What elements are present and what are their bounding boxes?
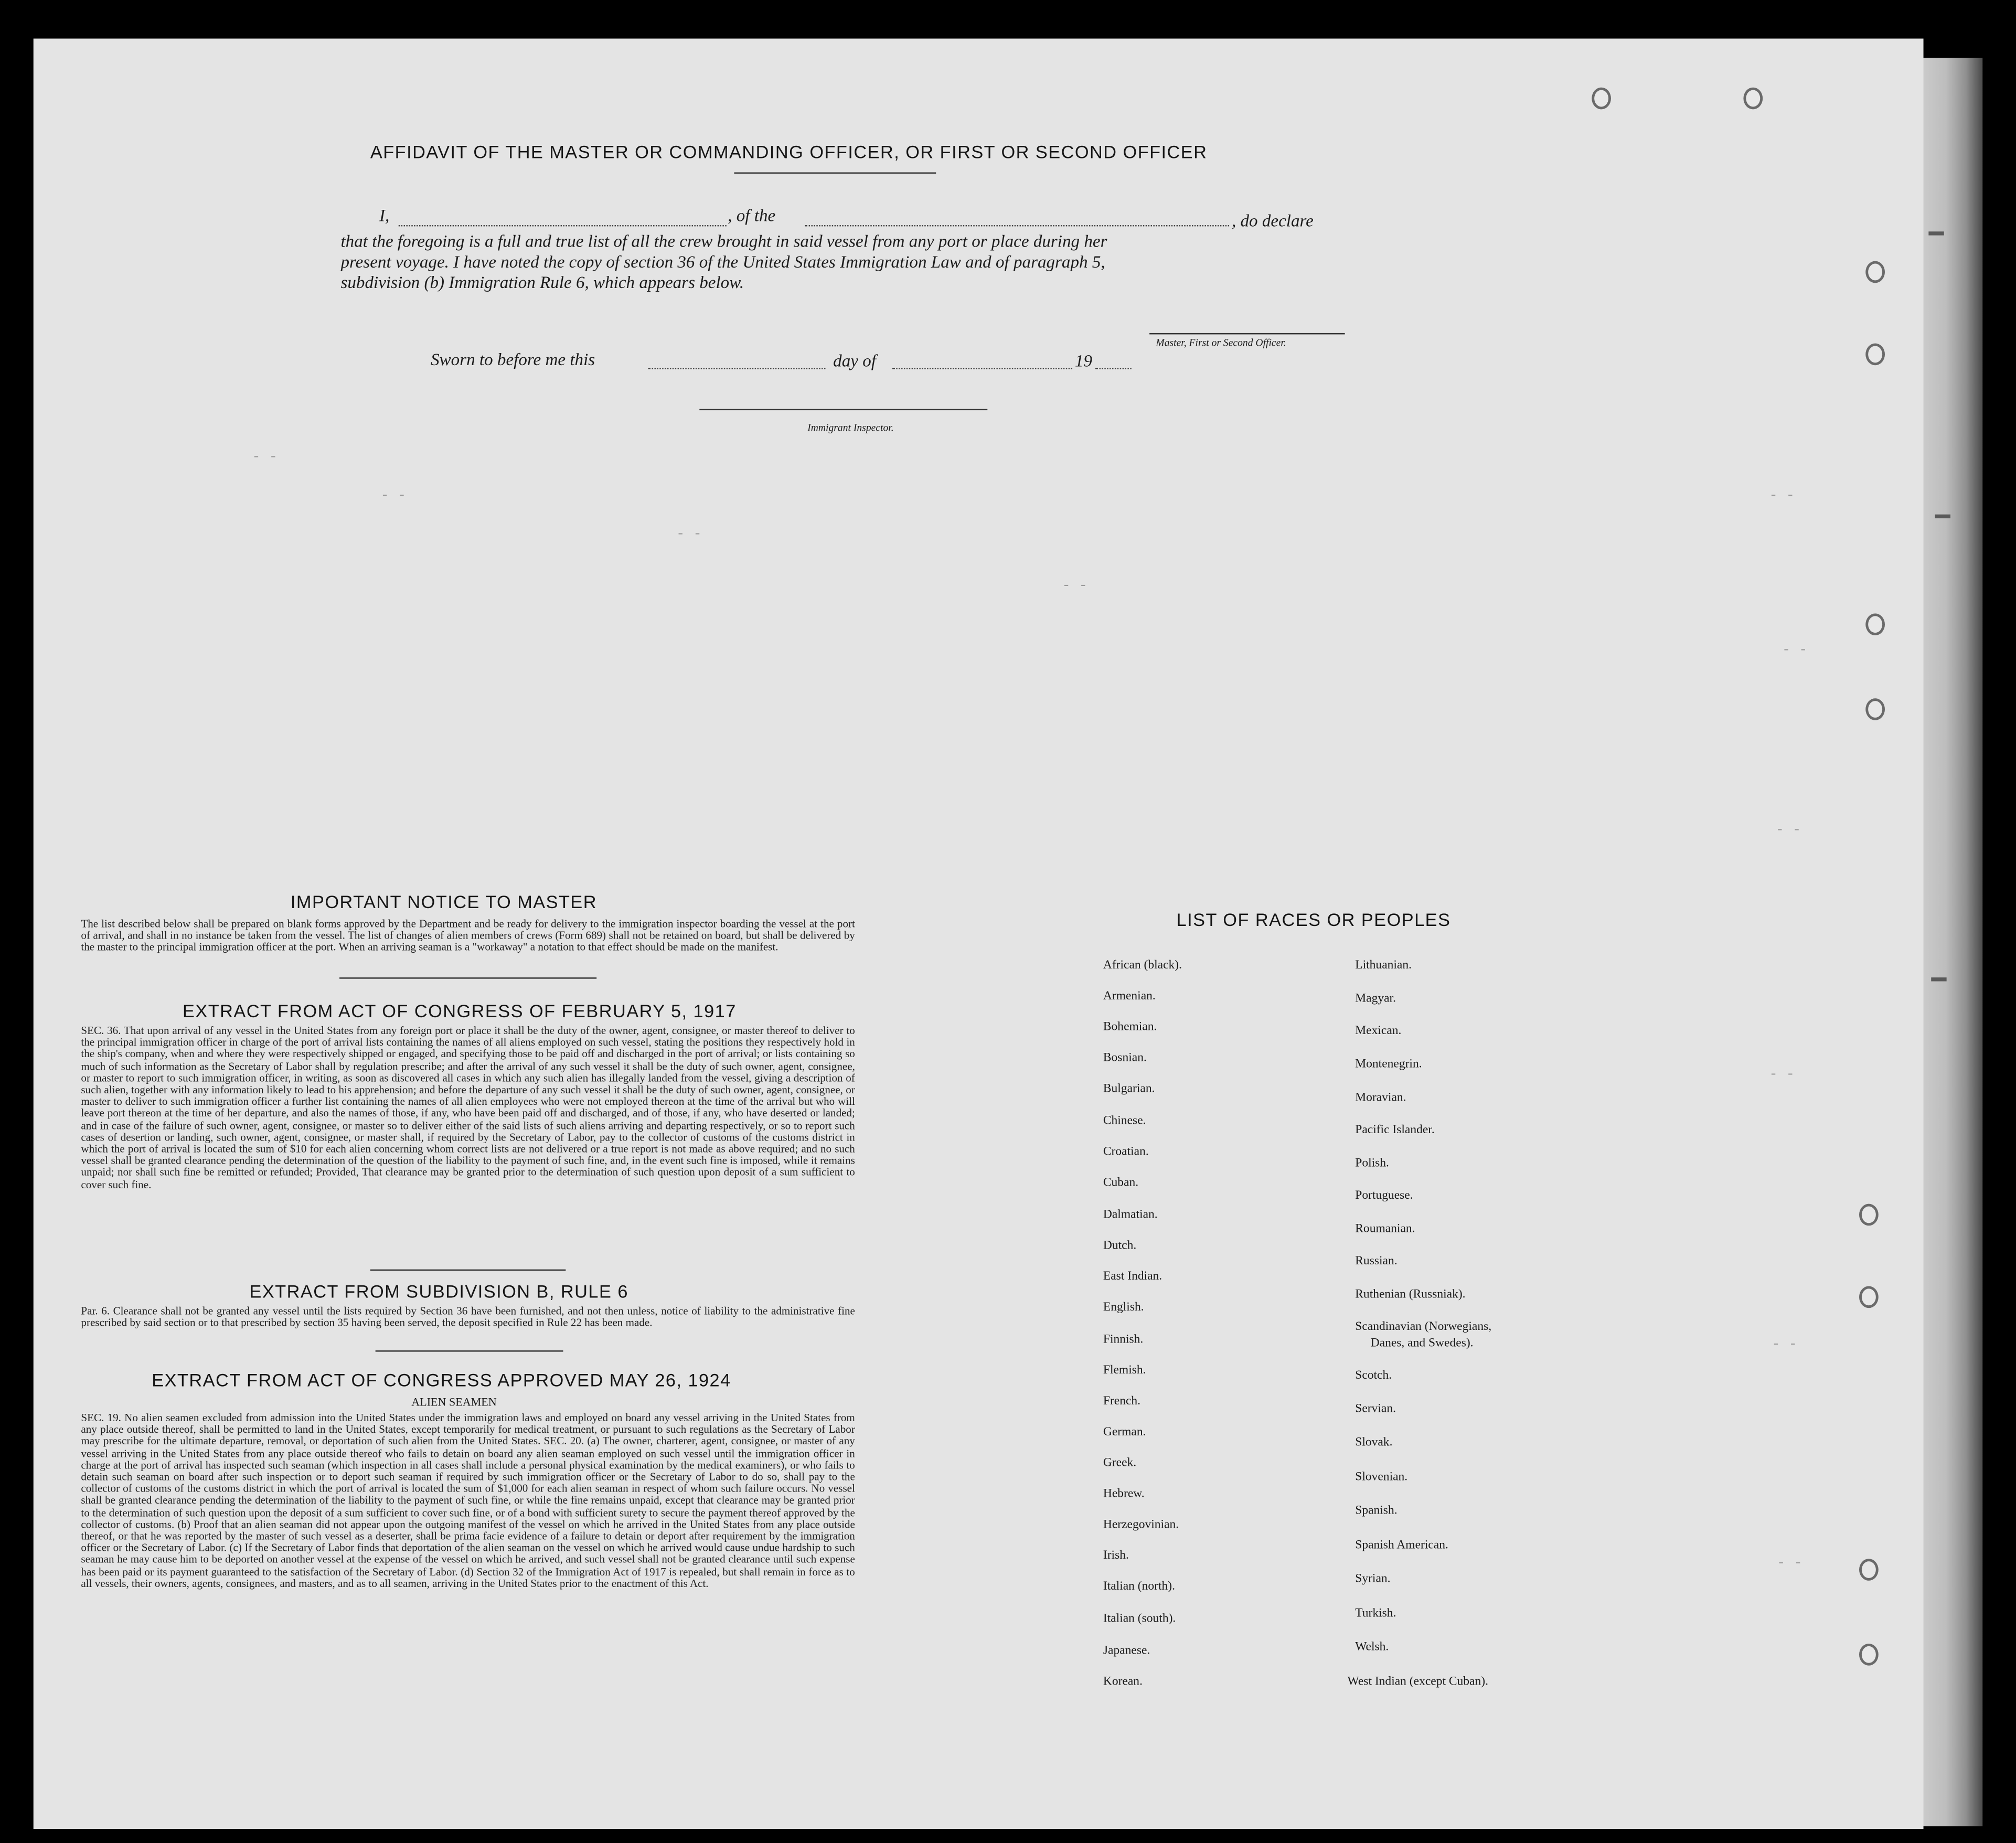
- notice-body: The list described below shall be prepared on blank forms approved by the Department and be ready for delivery to the immigration inspector boarding the vessel at the port of arrival, and shall in no instance be taken from the vessel. The list of changes of alien members of crews (Form 689) shall not be retained on board, but shall be delivered by the master to the principal immigration officer at the port. When an arriving seaman is a "workaway" a notation to that effect should be made on the manifest.: [81, 917, 855, 954]
- extract-rule6-title: EXTRACT FROM SUBDIVISION B, RULE 6: [249, 1281, 628, 1302]
- race-item: Flemish.: [1103, 1363, 1146, 1378]
- races-title: LIST OF RACES OR PEOPLES: [1176, 909, 1451, 930]
- vessel-line: [805, 225, 1229, 226]
- title-underline: [734, 173, 936, 174]
- binder-hole: [1865, 698, 1885, 720]
- race-item: Scotch.: [1355, 1368, 1392, 1383]
- ghost-mark: - -: [1769, 1067, 1795, 1083]
- race-item: Hebrew.: [1103, 1486, 1145, 1501]
- sworn-day-of: day of: [833, 351, 876, 371]
- edge-mark: [1931, 977, 1946, 981]
- affidavit-line-4: subdivision (b) Immigration Rule 6, which appears below.: [340, 272, 744, 292]
- binder-hole: [1859, 1644, 1879, 1666]
- race-item: Mexican.: [1355, 1024, 1402, 1038]
- race-item: Bosnian.: [1103, 1050, 1147, 1065]
- race-item: Bohemian.: [1103, 1020, 1157, 1035]
- race-item: Pacific Islander.: [1355, 1123, 1435, 1137]
- race-item: Herzegovinian.: [1103, 1517, 1179, 1532]
- race-item: Dutch.: [1103, 1238, 1137, 1253]
- race-item: Danes, and Swedes).: [1370, 1336, 1474, 1351]
- race-item: Lithuanian.: [1355, 958, 1412, 973]
- race-item: Finnish.: [1103, 1332, 1144, 1347]
- race-item: Montenegrin.: [1355, 1057, 1422, 1072]
- race-item: East Indian.: [1103, 1269, 1162, 1284]
- sworn-month-line: [892, 368, 1072, 369]
- binder-hole: [1865, 261, 1885, 283]
- race-item: African (black).: [1103, 958, 1182, 973]
- ghost-mark: - -: [1782, 643, 1808, 659]
- ghost-mark: - -: [380, 488, 407, 504]
- affidavit-title: AFFIDAVIT OF THE MASTER OR COMMANDING OFFICER, OR FIRST OR SECOND OFFICER: [370, 141, 1208, 162]
- race-item: Syrian.: [1355, 1571, 1391, 1586]
- race-item: Servian.: [1355, 1402, 1396, 1416]
- race-item: Magyar.: [1355, 992, 1396, 1006]
- extract-1917-body: SEC. 36. That upon arrival of any vessel in the United States from any foreign port or place it shall be the duty of the owner, agent, consignee, or master thereof to deliver to the principal immigration officer in charge of the port of arrival lists containing the names of all aliens employed on such vessel, stating the positions they respectively hold in the ship's company, when and where they were respectively shipped or engaged, and specifying those to be paid off and discharged in the port of arrival; or lists containing so much of such information as the Secretary of Labor shall by regulation prescribe; and after the arrival of any such vessel it shall be the duty of such owner, agent, consignee, or master to report to such immigration officer, in writing, as soon as discovered all cases in which any such alien has illegally landed from the vessel, giving a description of such alien, together with any information likely to lead to his apprehension; and before the departure of any such vessel it shall be the duty of such owner, agent, consignee, or master to deliver to such immigration officer a further list containing the names of all alien employees who were not employed thereon at the time of the arrival but who will leave port thereon at the time of her departure, and also the names of those, if any, who have been paid off and discharged, and of those, if any, who have deserted or landed; and in case of the failure of such owner, agent, consignee, or master so to deliver either of the said lists of such aliens arriving and departing respectively, or so to report such cases of desertion or landing, such owner, agent, consignee, or master shall, if required by the Secretary of Labor, pay to the collector of customs of the customs district in which the port of arrival is located the sum of $10 for each alien concerning whom correct lists are not delivered or a true report is not made as above required; and no such vessel shall be granted clearance pending the determination of the question of the liability to the payment of such fine, and, in the event such fine is imposed, while it remains unpaid; nor shall such fine be remitted or refunded; Provided, That clearance may be granted prior to the determination of such question upon deposit of a sum sufficient to cover such fine.: [81, 1024, 855, 1191]
- race-item: Moravian.: [1355, 1090, 1406, 1105]
- race-item: Italian (south).: [1103, 1611, 1176, 1626]
- inspector-label: Immigrant Inspector.: [807, 422, 894, 434]
- ghost-mark: - -: [1062, 579, 1088, 594]
- notice-rule: [339, 977, 596, 978]
- race-item: Armenian.: [1103, 989, 1156, 1004]
- race-item: Russian.: [1355, 1254, 1398, 1269]
- manifest-sheet: [34, 39, 1924, 1829]
- affidavit-line-3: present voyage. I have noted the copy of section 36 of the United States Immigration Law and of paragraph 5,: [340, 252, 1105, 272]
- race-item: Spanish American.: [1355, 1538, 1448, 1552]
- ghost-mark: - -: [1769, 488, 1795, 504]
- binder-hole: [1592, 88, 1611, 110]
- race-item: Turkish.: [1355, 1606, 1396, 1621]
- race-item: Italian (north).: [1103, 1579, 1176, 1594]
- edge-mark: [1935, 515, 1950, 518]
- notice-title: IMPORTANT NOTICE TO MASTER: [290, 891, 598, 912]
- ghost-mark: - -: [1777, 1556, 1802, 1572]
- extract-1917-title: EXTRACT FROM ACT OF CONGRESS OF FEBRUARY 5, 1917: [183, 1000, 737, 1021]
- race-item: Welsh.: [1355, 1639, 1389, 1654]
- race-item: Croatian.: [1103, 1144, 1149, 1159]
- edge-mark: [1928, 231, 1944, 235]
- sworn-year: 19: [1074, 351, 1093, 371]
- race-item: Portuguese.: [1355, 1188, 1413, 1203]
- race-item: Bulgarian.: [1103, 1081, 1155, 1096]
- race-item: Spanish.: [1355, 1503, 1398, 1518]
- race-item: French.: [1103, 1394, 1141, 1409]
- race-item: West Indian (except Cuban).: [1347, 1674, 1488, 1689]
- binder-hole: [1865, 613, 1885, 635]
- extract-1924-subtitle: ALIEN SEAMEN: [411, 1395, 497, 1409]
- race-item: German.: [1103, 1425, 1146, 1440]
- signature-label: Master, First or Second Officer.: [1156, 337, 1286, 349]
- ghost-mark: - -: [1775, 823, 1801, 839]
- race-item: Cuban.: [1103, 1175, 1139, 1190]
- binder-hole: [1859, 1559, 1879, 1581]
- ghost-mark: - -: [252, 450, 278, 466]
- affidavit-of-the: , of the: [728, 206, 776, 226]
- race-item: Japanese.: [1103, 1644, 1150, 1658]
- race-item: Polish.: [1355, 1156, 1389, 1170]
- extract-1924-body: SEC. 19. No alien seamen excluded from admission into the United States under the immigration laws and employed on board any vessel arriving in the United States from any place outside thereof, shall be permitted to land in the United States, except temporarily for medical treatment, or pursuant to such regulations as the Secretary of Labor may prescribe for the ultimate departure, removal, or deportation of such alien from the United States. SEC. 20. (a) The owner, charterer, agent, consignee, or master of any vessel arriving in the United States from any place outside thereof who fails to detain on board any alien seaman employed on such vessel until the immigration officer in charge at the port of arrival has inspected such seaman (which inspection in all cases shall include a personal physical examination by the medical examiners), or who fails to detain such seaman on board after such inspection or to deport such seaman if required by such immigration officer or the Secretary of Labor to do so, shall pay to the collector of customs of the customs district in which the port of arrival is located the sum of $1,000 for each alien seaman in respect of whom such failure occurs. No vessel shall be granted clearance pending the determination of the liability to the payment of such fine, or while the fine remains unpaid, except that clearance may be granted prior to the determination of such question upon the deposit of a sum sufficient to cover such fine, or of a bond with sufficient surety to secure the payment thereof approved by the collector of customs. (b) Proof that an alien seaman did not appear upon the outgoing manifest of the vessel on which he arrived in the United States from any place outside thereof, or that he was reported by the master of such vessel as a deserter, shall be prima facie evidence of a failure to detain or deport after requirement by the immigration officer or the Secretary of Labor. (c) If the Secretary of Labor finds that deportation of the alien seaman on the vessel on which he arrived would cause undue hardship to such seaman he may cause him to be deported on another vessel at the expense of the vessel on which he arrived, and such vessel shall not be granted clearance until such expense has been paid or its payment guaranteed to the satisfaction of the Secretary of Labor. (d) Section 32 of the Immigration Act of 1917 is repealed, but shall remain in force as to all vessels, their owners, agents, consignees, and masters, and as to all seamen, arriving in the United States prior to the enactment of this Act.: [81, 1411, 855, 1590]
- sworn-day-line: [648, 368, 825, 369]
- sworn-year-line: [1095, 368, 1132, 369]
- extract-rule6-rule: [376, 1350, 563, 1351]
- race-item: Greek.: [1103, 1456, 1137, 1471]
- binder-hole: [1859, 1286, 1879, 1308]
- race-item: Ruthenian (Russniak).: [1355, 1287, 1466, 1302]
- binder-hole: [1743, 88, 1763, 110]
- race-item: Dalmatian.: [1103, 1207, 1158, 1222]
- sworn-prefix: Sworn to before me this: [431, 349, 595, 369]
- binder-hole: [1859, 1204, 1879, 1226]
- race-item: Scandinavian (Norwegians,: [1355, 1319, 1492, 1334]
- affidavit-line-2: that the foregoing is a full and true list of all the crew brought in said vessel from any port or place during her: [340, 231, 1107, 251]
- race-item: English.: [1103, 1300, 1144, 1315]
- race-item: Korean.: [1103, 1674, 1143, 1689]
- inspector-line: [699, 409, 987, 410]
- binder-hole: [1865, 344, 1885, 366]
- ghost-mark: - -: [676, 527, 702, 543]
- extract-rule6-body: Par. 6. Clearance shall not be granted any vessel until the lists required by Section 36 have been furnished, and not then unless, notice of liability to the administrative fine prescribed by said section or to that prescribed by section 35 having been served, the deposit specified in Rule 22 has been made.: [81, 1304, 855, 1329]
- extract-1917-rule: [370, 1270, 566, 1271]
- extract-1924-title: EXTRACT FROM ACT OF CONGRESS APPROVED MAY 26, 1924: [152, 1369, 731, 1391]
- race-item: Roumanian.: [1355, 1221, 1415, 1236]
- adjacent-page-edge: [1916, 58, 1982, 1826]
- race-item: Chinese.: [1103, 1113, 1146, 1128]
- signature-line: [1149, 333, 1345, 334]
- name-line: [399, 225, 727, 226]
- race-item: Slovenian.: [1355, 1470, 1408, 1485]
- race-item: Irish.: [1103, 1548, 1129, 1563]
- ghost-mark: - -: [1772, 1337, 1797, 1353]
- affidavit-declare: , do declare: [1231, 211, 1314, 230]
- race-item: Slovak.: [1355, 1435, 1393, 1450]
- affidavit-i: I,: [379, 206, 390, 226]
